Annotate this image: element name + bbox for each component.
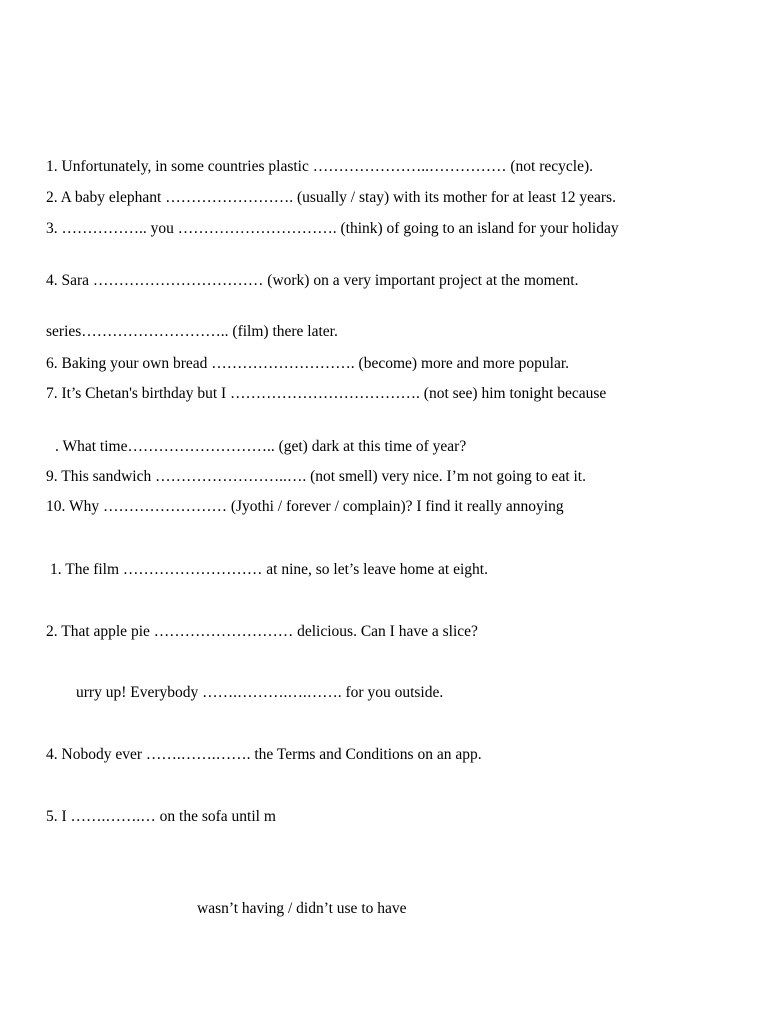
exercise-b-item-4: 4. Nobody ever …….…….……. the Terms and Conditions on an app. bbox=[46, 746, 482, 763]
exercise-a-item-4: 4. Sara …………………………… (work) on a very important project at the moment. bbox=[46, 272, 579, 289]
exercise-a-item-10: 10. Why …………………… (Jyothi / forever / complain)? I find it really annoying bbox=[46, 498, 564, 515]
exercise-a-item-5-fragment: series……………………….. (film) there later. bbox=[46, 323, 338, 340]
exercise-a-item-8: . What time……………………….. (get) dark at this time of year? bbox=[55, 438, 467, 455]
exercise-a-item-1: 1. Unfortunately, in some countries plastic …………………..…………… (not recycle). bbox=[46, 158, 593, 175]
answer-options: wasn’t having / didn’t use to have bbox=[197, 900, 407, 917]
exercise-b-item-5: 5. I …….…….… on the sofa until m bbox=[46, 808, 276, 825]
exercise-a-item-9: 9. This sandwich ……………………..…. (not smell) very nice. I’m not going to eat it. bbox=[46, 468, 586, 485]
exercise-a-item-3: 3. …………….. you …………………………. (think) of going to an island for your holiday bbox=[46, 220, 619, 237]
exercise-a-item-2: 2. A baby elephant ……………………. (usually / stay) with its mother for at least 12 years. bbox=[46, 189, 616, 206]
exercise-b-item-1: 1. The film ……………………… at nine, so let’s leave home at eight. bbox=[50, 561, 488, 578]
exercise-b-item-2: 2. That apple pie ……………………… delicious. Can I have a slice? bbox=[46, 623, 478, 640]
exercise-a-item-6: 6. Baking your own bread ………………………. (become) more and more popular. bbox=[46, 355, 570, 372]
exercise-a-item-7: 7. It’s Chetan's birthday but I ………………………………. (not see) him tonight because bbox=[46, 385, 607, 402]
exercise-b-item-3: urry up! Everybody …….……….….……. for you outside. bbox=[76, 684, 444, 701]
